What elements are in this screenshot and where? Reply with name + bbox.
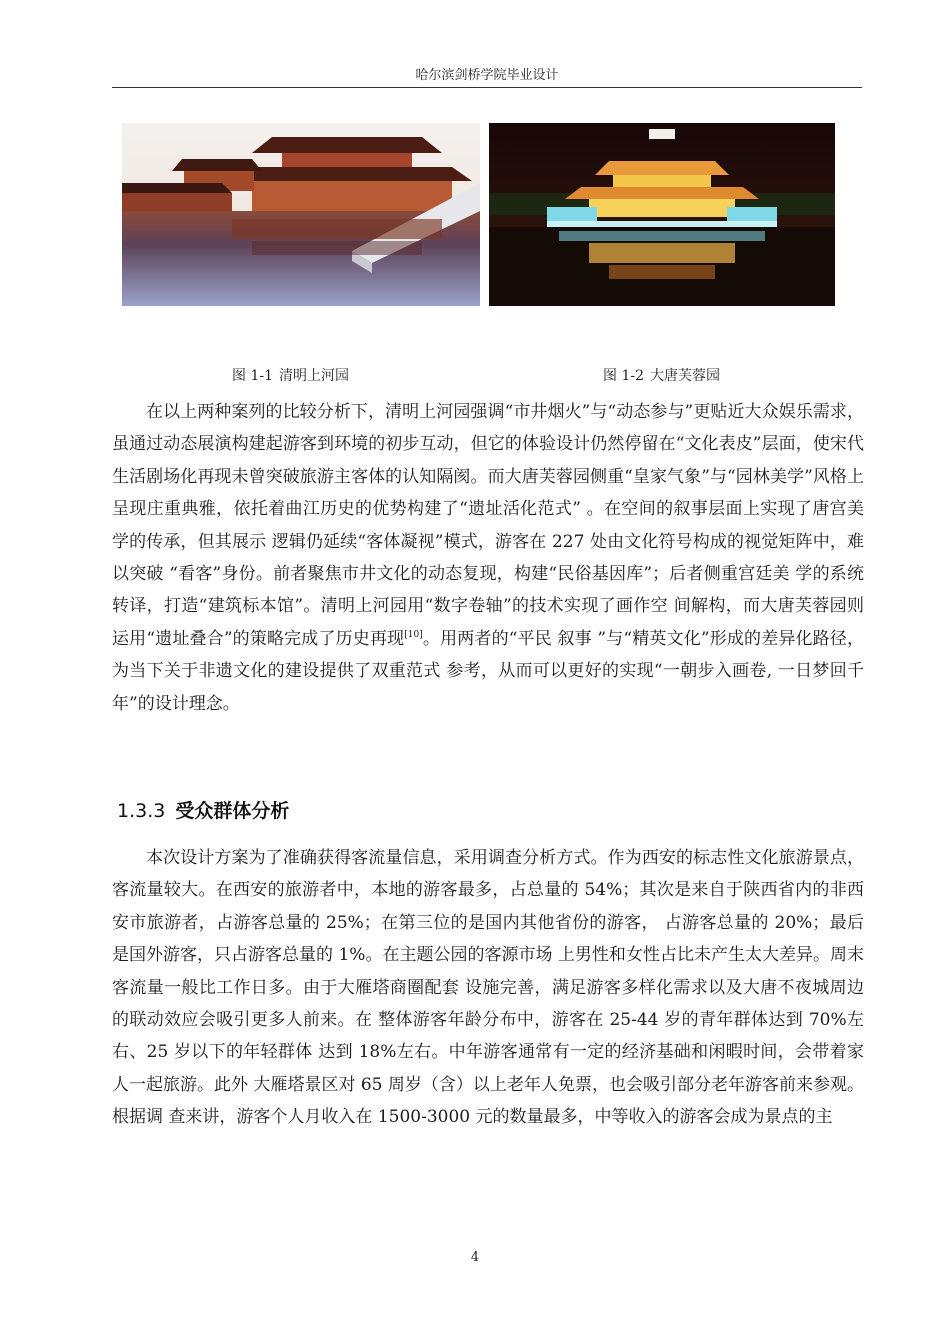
figure-1-caption-text: 清明上河园 <box>279 368 349 384</box>
page-header: 哈尔滨剑桥学院毕业设计 <box>415 68 559 83</box>
figure-2-caption <box>603 365 726 385</box>
comparison-paragraph-text: 在以上两种案列的比较分析下，清明上河园强调“市井烟火”与“动态参与”更贴近大众娱乐需求，虽通过动态展演构建起游客到环境的初步互动，但它的体验设计仍然停留在“文化表皮”层面，使宋代生活剧场化再现未曾突破旅游主客体的认知隔阂。而大唐芙蓉园侧重“皇家气象”与“园林美学”风格上呈现庄重典雅，依托着曲江历史的优势构建了“遗址活化范式” 。在空间的叙事层面上实现了唐宫美学的传承，但其展示 逻辑仍延续“客体凝视”模式，游客在 227 处由文化符号构成的视觉矩阵中，难以突破 “看客”身份。前者聚焦市井文化的动态复现，构建“民俗基因库”；后者侧重宫廷美 学的系统转译，打造“建筑标本馆”。清明上河园用“数字卷轴”的技术实现了画作空 间解构，而大唐芙蓉园则运用“遗址叠合”的策略完成了历史再现 <box>112 402 864 649</box>
audience-analysis-text: 本次设计方案为了准确获得客流量信息，采用调查分析方式。作为西安的标志性文化旅游景点，客流量较大。在西安的旅游者中，本地的游客最多，占总量的 54%；其次是来自于陕西省内的非西安市旅游者，占游客总量的 25%；在第三位的是国内其他省份的游客， 占游客总量的 20%；最后是国外游客，只占游客总量的 1%。在主题公园的客源市场 上男性和女性占比未产生太大差异。周末客流量一般比工作日多。由于大雁塔商圈配套 设施完善，满足游客多样化需求以及大唐不夜城周边的联动效应会吸引更多人前来。在 整体游客年龄分布中，游客在 25-44 岁的青年群体达到 70%左右、25 岁以下的年轻群体 达到 18%左右。中年游客通常有一定的经济基础和闲暇时间，会带着家人一起旅游。此外 大雁塔景区对 65 周岁（含）以上老年人免票，也会吸引部分老年游客前来参观。根据调 查来讲，游客个人月收入在 1500-3000 元的数量最多，中等收入的游客会成为景点的主 <box>112 848 864 1128</box>
page-number: 4 <box>470 1250 480 1265</box>
audience-analysis-paragraph <box>112 842 864 1134</box>
comparison-paragraph <box>112 396 864 720</box>
section-number: 1.3.3 <box>117 800 166 822</box>
figure-1-caption <box>232 365 355 385</box>
figure-2-label: 图 1-2 <box>603 368 644 384</box>
figure-2-image <box>489 123 835 306</box>
header-rule <box>112 87 862 88</box>
section-heading <box>117 796 289 823</box>
figure-1-image <box>122 123 480 306</box>
comparison-paragraph-text-end: 。用两者的“平民 叙事 ”与“精英文化”形成的差异化路径，为当下关于非遗文化的建设提供了双重范式 参考，从而可以更好的实现“一朝步入画卷, 一日梦回千年”的设计理念。 <box>112 628 864 714</box>
citation-marker[interactable]: [10] <box>404 629 423 640</box>
section-title: 受众群体分析 <box>175 800 290 822</box>
figure-1-label: 图 1-1 <box>232 368 273 384</box>
figure-2-caption-text: 大唐芙蓉园 <box>650 368 720 384</box>
